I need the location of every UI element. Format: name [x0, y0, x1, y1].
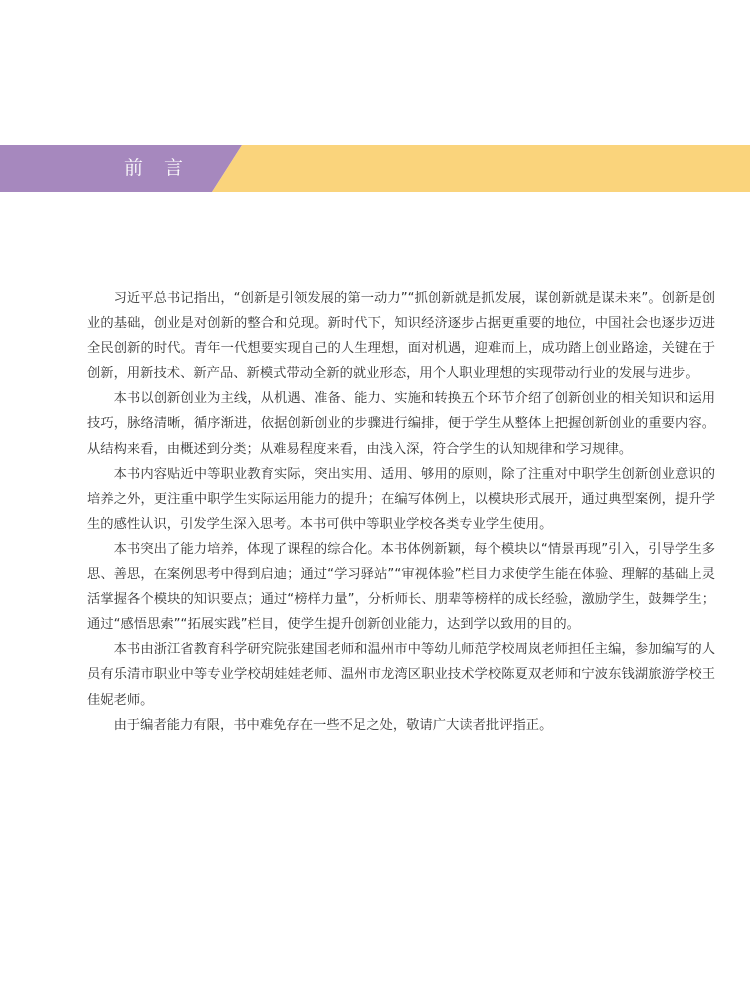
- paragraph-4: 本书突出了能力培养，体现了课程的综合化。本书体例新颖，每个模块以“情景再现”引入，引导学生多思、善思，在案例思考中得到启迪；通过“学习驿站”“审视体验”栏目力求使学生能在体验、理解的基础上灵活掌握各个模块的知识要点；通过“榜样力量”，分析师长、朋辈等榜样的成长经验，激励学生，鼓舞学生；通过“感悟思索”“拓展实践”栏目，使学生提升创新创业能力，达到学以致用的目的。: [87, 541, 715, 633]
- preface-body: [87, 286, 715, 738]
- paragraph-5: 本书由浙江省教育科学研究院张建国老师和温州市中等幼儿师范学校周岚老师担任主编，参加编写的人员有乐清市职业中等专业学校胡娃娃老师、温州市龙湾区职业技术学校陈夏双老师和宁波东钱湖旅游学校王佳妮老师。: [87, 642, 715, 708]
- paragraph-2: 本书以创新创业为主线，从机遇、准备、能力、实施和转换五个环节介绍了创新创业的相关知识和运用技巧，脉络清晰，循序渐进，依据创新创业的步骤进行编排，便于学生从整体上把握创新创业的重要内容。从结构来看，由概述到分类；从难易程度来看，由浅入深，符合学生的认知规律和学习规律。: [87, 391, 715, 457]
- banner-shapes: [0, 145, 750, 192]
- banner-purple-block: [0, 145, 242, 192]
- banner-yellow-block: [212, 145, 750, 192]
- paragraph-3: 本书内容贴近中等职业教育实际，突出实用、适用、够用的原则，除了注重对中职学生创新创业意识的培养之外，更注重中职学生实际运用能力的提升；在编写体例上，以模块形式展开，通过典型案例，提升学生的感性认识，引发学生深入思考。本书可供中等职业学校各类专业学生使用。: [87, 466, 715, 532]
- header-banner: [0, 145, 750, 192]
- page-title: 前言: [124, 157, 205, 179]
- paragraph-6: 由于编者能力有限，书中难免存在一些不足之处，敬请广大读者批评指正。: [113, 717, 553, 733]
- paragraph-1: 习近平总书记指出，“创新是引领发展的第一动力”“抓创新就是抓发展，谋创新就是谋未来”。创新是创业的基础，创业是对创新的整合和兑现。新时代下，知识经济逐步占据更重要的地位，中国社会也逐步迈进全民创新的时代。青年一代想要实现自己的人生理想，面对机遇，迎难而上，成功踏上创业路途，关键在于创新，用新技术、新产品、新模式带动全新的就业形态，用个人职业理想的实现带动行业的发展与进步。: [87, 291, 715, 382]
